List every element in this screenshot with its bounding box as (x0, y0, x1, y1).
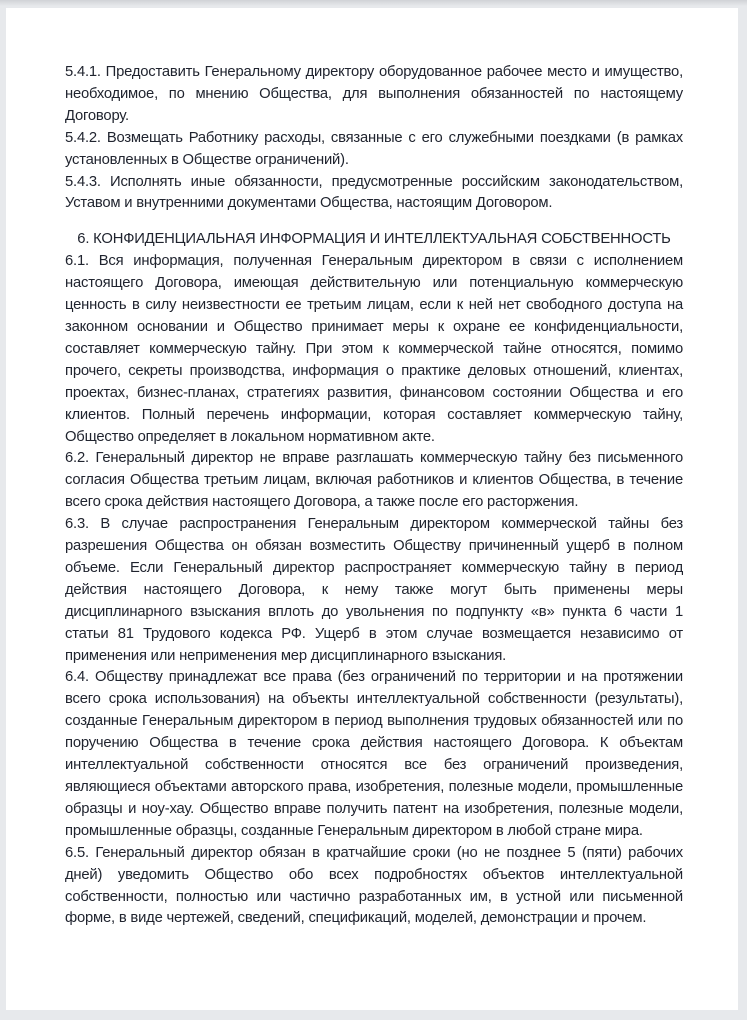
clause-6-1-paragraph: 6.1. Вся информация, полученная Генеральным директором в связи с исполнением настоящего Договора, имеющая действительную или потенциальную коммерческую ценность в силу неизвестности ее третьим лицам, если к ней нет свободного доступа на законном основании и Общество принимает меры к охране ее конфиденциальности, составляет коммерческую тайну. При этом к коммерческой тайне относятся, помимо прочего, секреты производства, информация о практике деловых отношений, клиентах, проектах, бизнес-планах, стратегиях развития, финансовом состоянии Общества и его клиентов. Полный перечень информации, которая составляет коммерческую тайну, Общество определяет в локальном нормативном акте. (65, 253, 683, 445)
document-content (65, 62, 683, 930)
document-page (6, 8, 738, 1010)
section-6-heading: 6. КОНФИДЕНЦИАЛЬНАЯ ИНФОРМАЦИЯ И ИНТЕЛЛЕКТУАЛЬНАЯ СОБСТВЕННОСТЬ (77, 231, 671, 248)
clause-6-2-paragraph: 6.2. Генеральный директор не вправе разглашать коммерческую тайну без письменного согласия Общества третьим лицам, включая работников и клиентов Общества, в течение всего срока действия настоящего Договора, а также после его расторжения. (65, 450, 683, 511)
top-edge-shadow (0, 0, 747, 6)
clause-5-4-3-paragraph: 5.4.3. Исполнять иные обязанности, предусмотренные российским законодательством, Уставом и внутренними документами Общества, настоящим Договором. (65, 173, 683, 212)
clause-5-4-1-paragraph: 5.4.1. Предоставить Генеральному директору оборудованное рабочее место и имущество, необходимое, по мнению Общества, для выполнения обязанностей по настоящему Договору. (65, 64, 683, 124)
clause-6-3-paragraph: 6.3. В случае распространения Генеральным директором коммерческой тайны без разрешения Общества он обязан возместить Обществу причиненный ущерб в полном объеме. Если Генеральный директор распространяет коммерческую тайну в период действия настоящего Договора, к нему также могут быть применены меры дисциплинарного взыскания вплоть до увольнения по подпункту «в» пункта 6 части 1 статьи 81 Трудового кодекса РФ. Ущерб в этом случае возмещается независимо от применения или неприменения мер дисциплинарного взыскания. (65, 516, 683, 664)
clause-6-4-paragraph: 6.4. Обществу принадлежат все права (без ограничений по территории и на протяжении всего срока использования) на объекты интеллектуальной собственности (результаты), созданные Генеральным директором в период выполнения трудовых обязанностей или по поручению Общества в течение срока действия настоящего Договора. К объектам интеллектуальной собственности относятся все без ограничений произведения, являющиеся объектами авторского права, изобретения, полезные модели, промышленные образцы и ноу-хау. Общество вправе получить патент на изобретения, полезные модели, промышленные образцы, созданные Генеральным директором в любой стране мира. (65, 669, 683, 839)
clause-5-4-2-paragraph: 5.4.2. Возмещать Работнику расходы, связанные с его служебными поездками (в рамках установленных в Обществе ограничений). (65, 129, 683, 168)
clause-6-5-paragraph: 6.5. Генеральный директор обязан в кратчайшие сроки (но не позднее 5 (пяти) рабочих дней) уведомить Общество обо всех подробностях объектов интеллектуальной собственности, полностью или частично разработанных им, в устной или письменной форме, в виде чертежей, сведений, спецификаций, моделей, демонстрации и прочем. (65, 844, 683, 927)
